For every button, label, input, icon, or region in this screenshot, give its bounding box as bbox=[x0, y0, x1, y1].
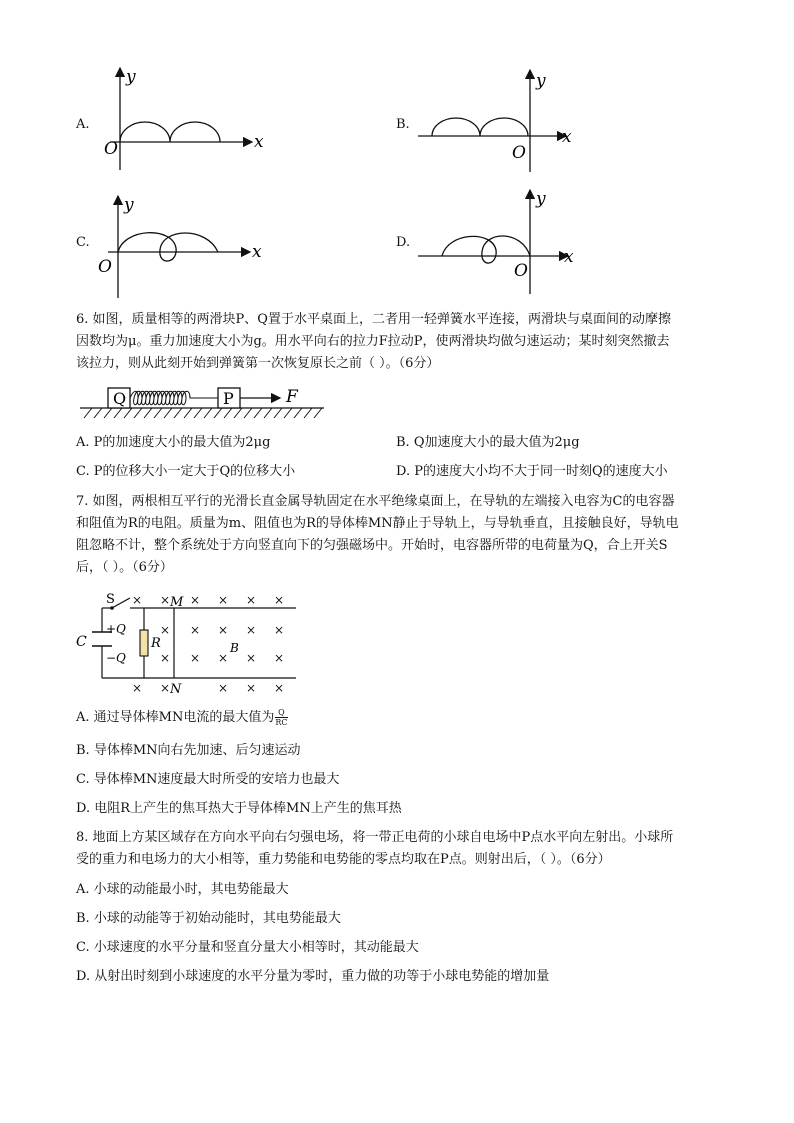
field-cross: × bbox=[190, 623, 201, 637]
field-cross: × bbox=[218, 651, 229, 665]
q6-option-c[interactable]: C. P的位移大小一定大于Q的位移大小 bbox=[76, 464, 296, 479]
q8-option-c[interactable]: C. 小球速度的水平分量和竖直分量大小相等时，其动能最大 bbox=[76, 940, 419, 955]
q8-option-a[interactable]: A. 小球的动能最小时，其电势能最大 bbox=[76, 882, 289, 897]
q7-option-d[interactable]: D. 电阻R上产生的焦耳热大于导体棒MN上产生的焦耳热 bbox=[76, 801, 402, 816]
x-label: x bbox=[562, 127, 572, 147]
origin-label: O bbox=[98, 257, 112, 277]
resistor bbox=[140, 630, 148, 656]
field-cross: × bbox=[132, 593, 143, 607]
field-cross: × bbox=[132, 681, 143, 695]
field-cross: × bbox=[246, 623, 257, 637]
option-label-c: C. bbox=[76, 235, 90, 250]
capacitor-label: C bbox=[76, 634, 87, 650]
x-label: x bbox=[564, 247, 574, 267]
minus-q-label: −Q bbox=[106, 651, 126, 665]
switch-label: S bbox=[106, 592, 115, 607]
y-label: y bbox=[126, 67, 136, 87]
field-label: B bbox=[230, 641, 239, 655]
q7-option-a[interactable] bbox=[76, 708, 288, 728]
option-label-d: D. bbox=[396, 235, 411, 250]
hatching bbox=[84, 408, 322, 418]
m-label: M bbox=[170, 595, 184, 610]
n-label: N bbox=[170, 682, 182, 697]
field-cross: × bbox=[160, 681, 171, 695]
q6-figure bbox=[80, 384, 330, 422]
field-cross: × bbox=[160, 651, 171, 665]
block-q-label: Q bbox=[113, 389, 127, 408]
graph-option-a bbox=[96, 62, 276, 172]
q7-stem-line2: 和阻值为R的电阻。质量为m、阻值也为R的导体棒MN静止于导轨上，与导轨垂直，且接触良好，导轨电 bbox=[76, 516, 679, 531]
x-label: x bbox=[252, 242, 262, 262]
y-label: y bbox=[536, 71, 546, 91]
q8-stem-line1: 8. 地面上方某区域存在方向水平向右匀强电场，将一带正电荷的小球自电场中P点水平向左射出。小球所 bbox=[76, 830, 674, 845]
spring bbox=[130, 391, 218, 405]
field-cross: × bbox=[274, 623, 285, 637]
curve bbox=[442, 236, 530, 263]
curve bbox=[120, 122, 220, 142]
q7-stem-line4: 后，（ ）。（6分） bbox=[76, 560, 173, 575]
curve bbox=[118, 233, 218, 261]
field-cross: × bbox=[218, 623, 229, 637]
origin-label: O bbox=[512, 143, 526, 163]
curve bbox=[432, 118, 528, 136]
q7-option-c[interactable]: C. 导体棒MN速度最大时所受的安培力也最大 bbox=[76, 772, 340, 787]
field-cross: × bbox=[246, 681, 257, 695]
force-label: F bbox=[286, 387, 298, 407]
q7-option-b[interactable]: B. 导体棒MN向右先加速、后匀速运动 bbox=[76, 743, 301, 758]
q7-circuit-figure bbox=[76, 588, 302, 700]
field-cross: × bbox=[190, 651, 201, 665]
field-cross: × bbox=[246, 651, 257, 665]
x-label: x bbox=[254, 132, 264, 152]
option-label-b: B. bbox=[396, 117, 410, 132]
graph-option-c bbox=[94, 188, 274, 300]
field-cross: × bbox=[160, 593, 171, 607]
field-cross: × bbox=[246, 593, 257, 607]
resistor-label: R bbox=[151, 636, 161, 651]
q6-option-a[interactable]: A. P的加速度大小的最大值为2μg bbox=[76, 435, 271, 450]
plus-q-label: +Q bbox=[106, 622, 126, 636]
field-cross: × bbox=[274, 651, 285, 665]
field-cross: × bbox=[218, 593, 229, 607]
q6-stem-line1: 6. 如图，质量相等的两滑块P、Q置于水平桌面上，二者用一轻弹簧水平连接，两滑块与桌面间的动摩擦 bbox=[76, 312, 671, 327]
q8-option-b[interactable]: B. 小球的动能等于初始动能时，其电势能最大 bbox=[76, 911, 341, 926]
y-label: y bbox=[124, 195, 134, 215]
q6-stem-line2: 因数均为μ。重力加速度大小为g。用水平向右的拉力F拉动P，使两滑块均做匀速运动；某时刻突然撤去 bbox=[76, 334, 670, 349]
q8-option-d[interactable]: D. 从射出时刻到小球速度的水平分量为零时，重力做的功等于小球电势能的增加量 bbox=[76, 969, 550, 984]
fraction-q-over-rc: $\frac{Q}{RC}$ bbox=[275, 708, 288, 727]
q7-stem-line3: 阻忽略不计，整个系统处于方向竖直向下的匀强磁场中。开始时，电容器所带的电荷量为Q，合上开关S bbox=[76, 538, 668, 553]
q6-stem-line3: 该拉力，则从此刻开始到弹簧第一次恢复原长之前（ ）。（6分） bbox=[76, 356, 440, 371]
q7-stem-line1: 7. 如图，两根相互平行的光滑长直金属导轨固定在水平绝缘桌面上，在导轨的左端接入电容为C的电容器 bbox=[76, 494, 675, 509]
origin-label: O bbox=[104, 139, 118, 159]
origin-label: O bbox=[514, 261, 528, 281]
field-cross: × bbox=[190, 593, 201, 607]
y-label: y bbox=[536, 189, 546, 209]
block-p-label: P bbox=[223, 389, 234, 408]
field-cross: × bbox=[274, 593, 285, 607]
q6-option-b[interactable]: B. Q加速度大小的最大值为2μg bbox=[396, 435, 580, 450]
field-cross: × bbox=[160, 623, 171, 637]
graph-option-b bbox=[412, 66, 592, 176]
graph-option-d bbox=[412, 184, 592, 296]
q8-stem-line2: 受的重力和电场力的大小相等，重力势能和电势能的零点均取在P点。则射出后，（ ）。（6分） bbox=[76, 852, 611, 867]
q7-option-a-text: A. 通过导体棒MN电流的最大值为 bbox=[76, 710, 275, 725]
q6-option-d[interactable]: D. P的速度大小均不大于同一时刻Q的速度大小 bbox=[396, 464, 668, 479]
option-label-a: A. bbox=[76, 117, 90, 132]
field-cross: × bbox=[218, 681, 229, 695]
field-cross: × bbox=[274, 681, 285, 695]
